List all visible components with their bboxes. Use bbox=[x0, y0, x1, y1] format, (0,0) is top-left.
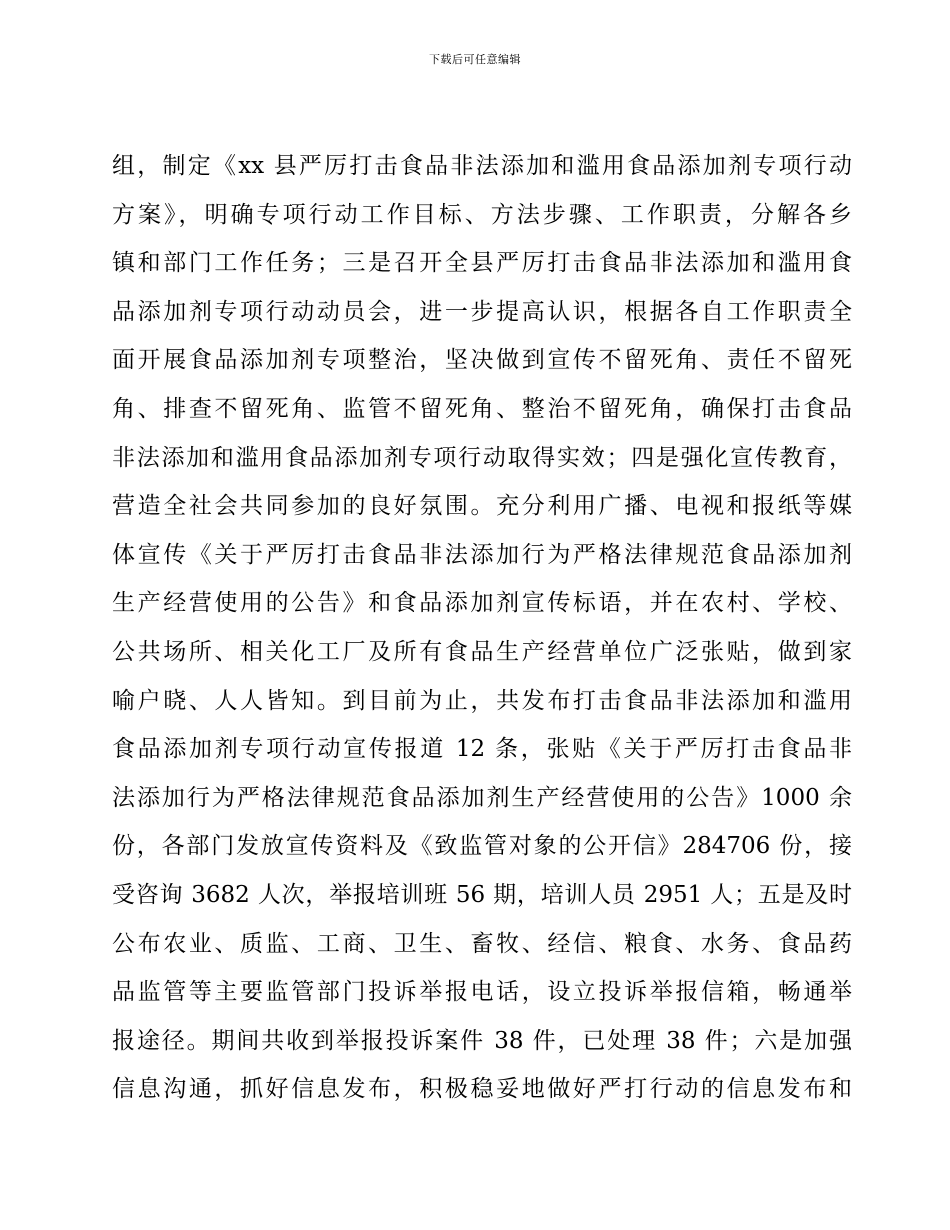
paragraph-line: 非法添加和滥用食品添加剂专项行动取得实效；四是强化宣传教育， bbox=[112, 444, 852, 471]
paragraph-line: 公共场所、相关化工厂及所有食品生产经营单位广泛张贴，做到家 bbox=[112, 638, 852, 665]
paragraph-line: 品监管等主要监管部门投诉举报电话，设立投诉举报信箱，畅通举 bbox=[112, 979, 852, 1006]
paragraph-line: 角、排查不留死角、监管不留死角、整治不留死角，确保打击食品 bbox=[112, 395, 852, 422]
paragraph-line: 镇和部门工作任务；三是召开全县严厉打击食品非法添加和滥用食 bbox=[112, 250, 852, 277]
paragraph-line: 生产经营使用的公告》和食品添加剂宣传标语，并在农村、学校、 bbox=[112, 590, 852, 617]
paragraph-line: 体宣传《关于严厉打击食品非法添加行为严格法律规范食品添加剂 bbox=[112, 541, 852, 568]
paragraph-line: 受咨询 3682 人次，举报培训班 56 期，培训人员 2951 人；五是及时 bbox=[112, 881, 852, 908]
paragraph-line: 品添加剂专项行动动员会，进一步提高认识，根据各自工作职责全 bbox=[112, 298, 852, 325]
paragraph-line: 法添加行为严格法律规范食品添加剂生产经营使用的公告》1000 余 bbox=[112, 784, 852, 811]
paragraph-line: 食品添加剂专项行动宣传报道 12 条，张贴《关于严厉打击食品非 bbox=[112, 736, 852, 763]
paragraph-line: 组，制定《xx 县严厉打击食品非法添加和滥用食品添加剂专项行动 bbox=[112, 153, 852, 179]
page-header: 下载后可任意编辑 bbox=[429, 53, 521, 66]
paragraph-line: 面开展食品添加剂专项整治，坚决做到宣传不留死角、责任不留死 bbox=[112, 347, 852, 374]
paragraph-line: 营造全社会共同参加的良好氛围。充分利用广播、电视和报纸等媒 bbox=[112, 493, 852, 520]
paragraph-line: 喻户晓、人人皆知。到目前为止，共发布打击食品非法添加和滥用 bbox=[112, 687, 852, 714]
paragraph-line: 报途径。期间共收到举报投诉案件 38 件，已处理 38 件；六是加强 bbox=[112, 1027, 852, 1054]
paragraph-line: 公布农业、质监、工商、卫生、畜牧、经信、粮食、水务、食品药 bbox=[112, 930, 852, 957]
paragraph-line: 方案》，明确专项行动工作目标、方法步骤、工作职责，分解各乡 bbox=[112, 201, 852, 228]
paragraph-line: 份，各部门发放宣传资料及《致监管对象的公开信》284706 份，接 bbox=[112, 833, 852, 860]
document-body bbox=[112, 146, 852, 1118]
paragraph-line: 信息沟通，抓好信息发布，积极稳妥地做好严打行动的信息发布和 bbox=[112, 1076, 852, 1103]
